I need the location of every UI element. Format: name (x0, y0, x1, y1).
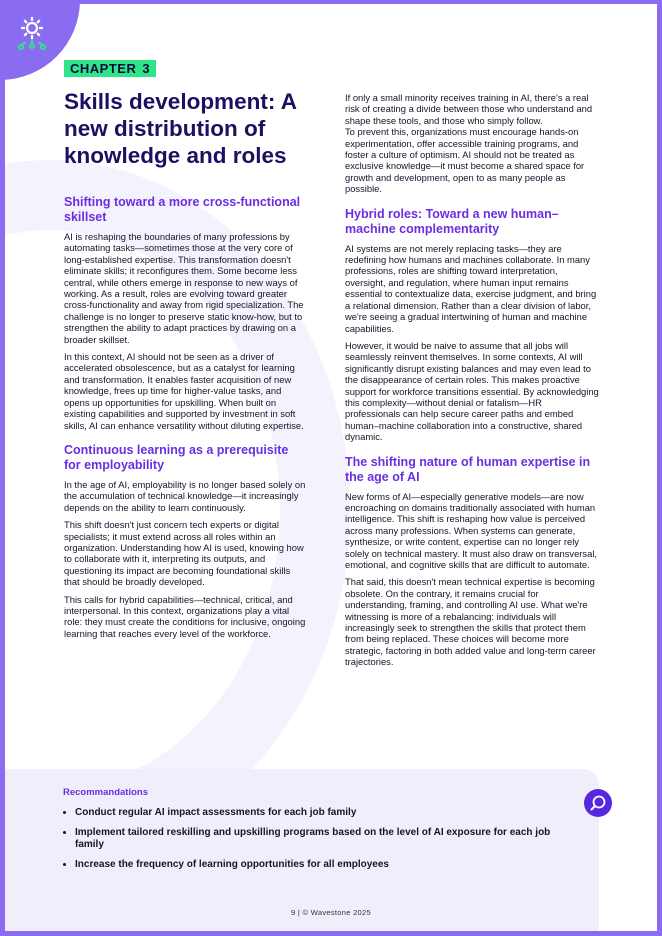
right-column (345, 92, 599, 680)
section-heading: Shifting toward a more cross-functional skillset (64, 195, 301, 224)
recommendations-list (63, 807, 575, 879)
chapter-label: CHAPTER (70, 61, 137, 76)
section-cross-functional (64, 195, 308, 431)
section-heading: Hybrid roles: Toward a new human–machine complementarity (345, 206, 559, 236)
page-footer: 9 | © Wavestone 2025 (291, 908, 371, 917)
paragraph: This shift doesn't just concern tech experts or digital specialists; it must extend across all roles within an organization. Understanding how AI is used, knowing how to collaborate with it, interpreting its outputs, and questioning its impact are becoming foundational skills that should be broadly developed. (64, 519, 304, 588)
paragraph: However, it would be naive to assume that all jobs will seamlessly reinvent themselves. In some contexts, AI will significantly disrupt existing balances and may even lead to the disappearance of certain roles. This makes proactive support for workforce transitions essential. By acknowledging this complexity—without denial or fatalism—HR professionals can help secure career paths and embed human–machine collaboration into a constructive, shared dynamic. (345, 339, 599, 443)
paragraph: In this context, AI should not be seen as a driver of accelerated obsolescence, but as a catalyst for learning and transformation. It enables faster acquisition of new knowledge, frees up time for higher-value tasks, and opens up opportunities for upskilling. When built on existing capabilities and supported by investment in soft skills, AI can enhance versatility without diluting expertise. (64, 351, 304, 431)
section-heading: Continuous learning as a prerequisite for employability (64, 442, 289, 472)
paragraph: AI is reshaping the boundaries of many professions by automating tasks—sometimes those at the very core of long-established expertise. This transformation doesn't eliminate skills; it reconfigures them. Some become less central, while others emerge in response to new ways of working. As a result, roles are evolving toward greater cross-functionality and away from rigid specialization. The challenge is no longer to preserve static know-how, but to strengthen the ability to adapt practices by drawing on a broader skillset. (64, 231, 304, 345)
section-heading: The shifting nature of human expertise in the age of AI (345, 454, 591, 484)
page-frame-top (0, 0, 662, 4)
section-continuous-learning (64, 443, 308, 639)
paragraph: This calls for hybrid capabilities—technical, critical, and interpersonal. In this context, organizations play a vital role: they must create the conditions for inclusive, ongoing learning that reaches every level of the workforce. (64, 593, 306, 639)
left-column (64, 195, 308, 651)
list-item: • Conduct regular AI impact assessments for each job family (75, 807, 575, 819)
paragraph: That said, this doesn't mean technical expertise is becoming obsolete. On the contrary, it remains crucial for understanding, framing, and controlling AI use. What we're witnessing is more of a rebalancing: individuals will increasingly seek to strengthen the skills that protect them from being replaced. These choices will become more strategic, factoring in both added value and long-term career trajectories. (345, 576, 596, 668)
paragraph: To prevent this, organizations must encourage hands-on experimentation, offer accessible training programs, and foster a culture of optimism. AI should not be treated as exclusive knowledge—it must become a shared space for growth and development, open to as many people as possible. (345, 126, 585, 195)
list-item: • Increase the frequency of learning opportunities for all employees (75, 859, 575, 871)
recommendations-box (5, 769, 599, 931)
chapter-number: 3 (142, 61, 151, 76)
section-hybrid-roles (345, 207, 599, 443)
recommendations-heading: Recommandations (63, 787, 148, 798)
section-human-expertise (345, 455, 599, 668)
paragraph: New forms of AI—especially generative models—are now encroaching on domains traditionally associated with human intelligence. This shift is reshaping how value is perceived across many professions. When systems can generate, synthesize, or write content, expertise can no longer rely solely on technical mastery. It must also draw on transversal, emotional, and cognitive skills that are difficult to automate. (345, 490, 598, 570)
search-icon (589, 794, 607, 812)
paragraph: In the age of AI, employability is no longer based solely on the accumulation of technical knowledge—it increasingly depends on the ability to learn continuously. (64, 478, 306, 513)
page-title: Skills development: A new distribution of knowledge and roles (64, 89, 297, 168)
list-item: • Implement tailored reskilling and upskilling programs based on the level of AI exposure for each job family (75, 827, 575, 851)
chapter-tag (64, 60, 156, 77)
search-button[interactable] (584, 789, 612, 817)
paragraph: If only a small minority receives training in AI, there's a real risk of creating a divide between those who understand and shape these tools, and those who simply follow. (345, 92, 593, 126)
paragraph: AI systems are not merely replacing tasks—they are redefining how humans and machines collaborate. In many professions, roles are shifting toward interpretation, oversight, and regulation, where human input remains essential to contextualize data, exercise judgment, and bring a relational dimension. Rather than a clear division of labor, we're seeing a gradual intertwining of human and machine capabilities. (345, 242, 597, 334)
section-intro (345, 92, 599, 195)
gear-network-icon (12, 12, 52, 52)
